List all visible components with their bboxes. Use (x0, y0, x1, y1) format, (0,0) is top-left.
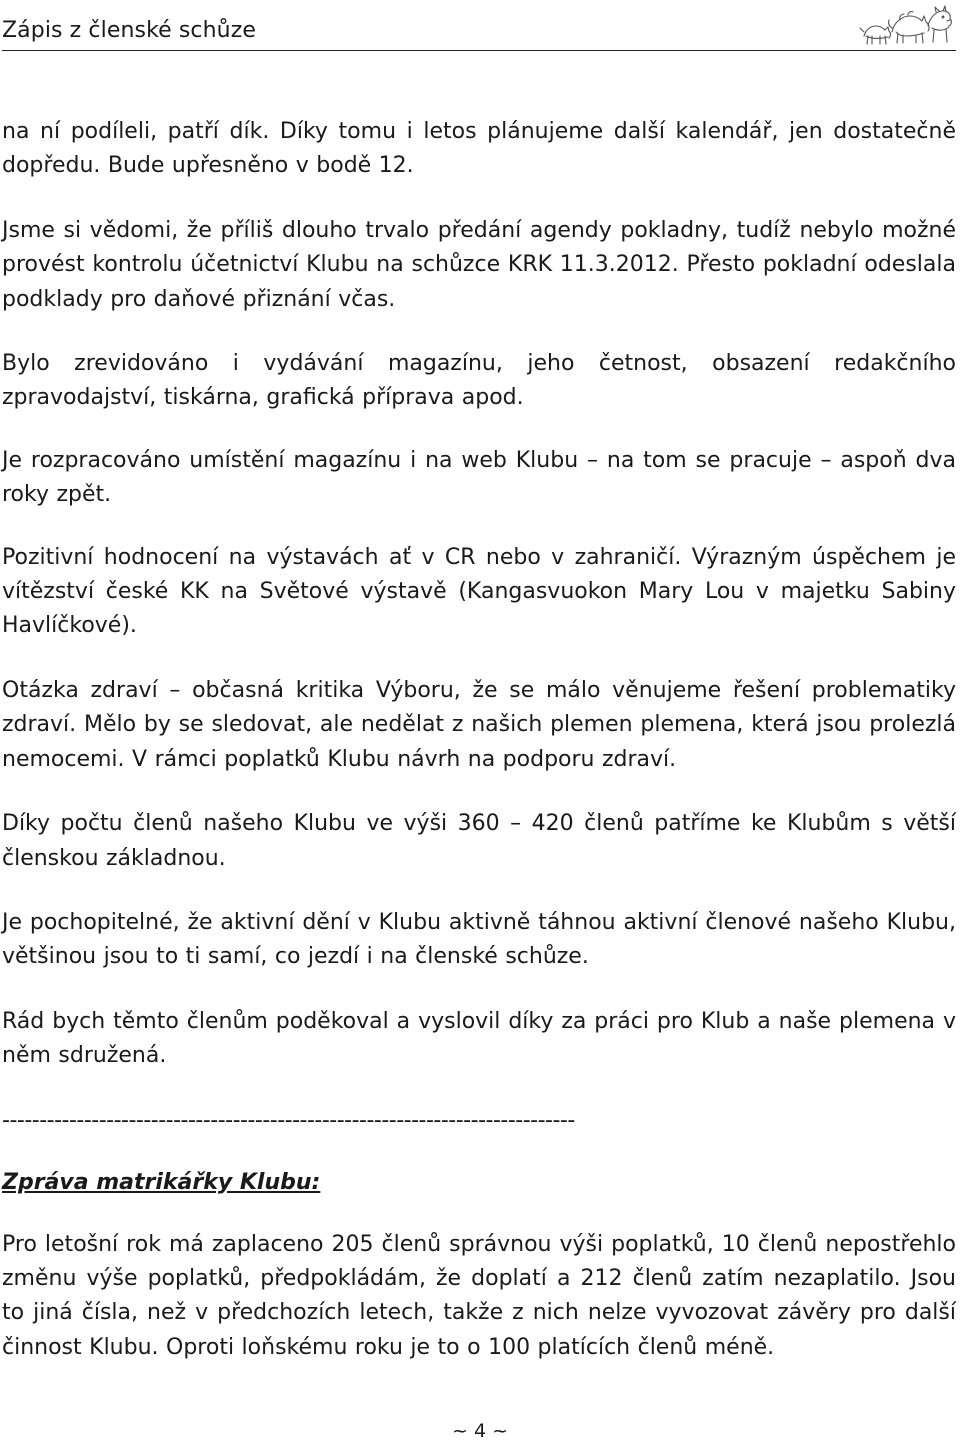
paragraph-thanks: Rád bych těmto členům poděkoval a vyslovil díky za práci pro Klub a naše plemena v něm sdružená. (2, 1008, 956, 1069)
dogs-sketch-icon (858, 2, 954, 48)
header-title: Zápis z členské schůze (2, 18, 256, 43)
paragraph-members-count: Díky počtu členů našeho Klubu ve výši 360 – 420 členů patříme ke Klubům s větší členskou základnou. (2, 811, 956, 871)
document-body (2, 115, 956, 1365)
paragraph-magazine-review: Bylo zrevidováno i vydávání magazínu, jeho četnost, obsazení redakčního zpravodajství, tiskárna, grafická příprava apod. (2, 351, 956, 411)
page-number: ~ 4 ~ (451, 1420, 508, 1442)
paragraph-treasury: Jsme si vědomi, že příliš dlouho trvalo předání agendy pokladny, tudíž nebylo možné provést kontrolu účetnictví Klubu na schůzce KRK 11.3.2012. Přesto pokladní odeslala podklady pro daňové přiznání včas. (2, 217, 956, 312)
page-header (2, 14, 956, 51)
paragraph-active-members: Je pochopitelné, že aktivní dění v Klubu aktivně táhnou aktivní členové našeho Klubu, většinou jsou to ti samí, co jezdí i na členské schůze. (2, 909, 956, 970)
section-title: Zpráva matrikářky Klubu: (2, 1169, 321, 1195)
section-divider: ----------------------------------------------------------------------------- (2, 1107, 575, 1133)
paragraph-health: Otázka zdraví – občasná kritika Výboru, že se málo věnujeme řešení problematiky zdraví. Mělo by se sledovat, ale nedělat z našich plemen plemena, která jsou prolezlá nemocemi. V rámci poplatků Klubu návrh na podporu zdraví. (2, 677, 956, 772)
paragraph-registrar-report: Pro letošní rok má zaplaceno 205 členů správnou výši poplatků, 10 členů nepostřehlo změnu výše poplatků, předpokládám, že doplatí a 212 členů zatím nezaplatilo. Jsou to jiná čísla, než v předchozích letech, takže z nich nelze vyvozovat závěry pro další činnost Klubu. Oproti loňskému roku je to o 100 platících členů méně. (2, 1231, 956, 1360)
paragraph-calendar: na ní podíleli, patří dík. Díky tomu i letos plánujeme další kalendář, jen dostatečně dopředu. Bude upřesněno v bodě 12. (2, 119, 956, 179)
paragraph-exhibitions: Pozitivní hodnocení na výstavách ať v CR nebo v zahraničí. Výrazným úspěchem je vítězství české KK na Světové výstavě (Kangasvuokon Mary Lou v majetku Sabiny Havlíčkové). (2, 544, 956, 639)
paragraph-magazine-web: Je rozpracováno umístění magazínu i na web Klubu – na tom se pracuje – aspoň dva roky zpět. (2, 447, 956, 508)
